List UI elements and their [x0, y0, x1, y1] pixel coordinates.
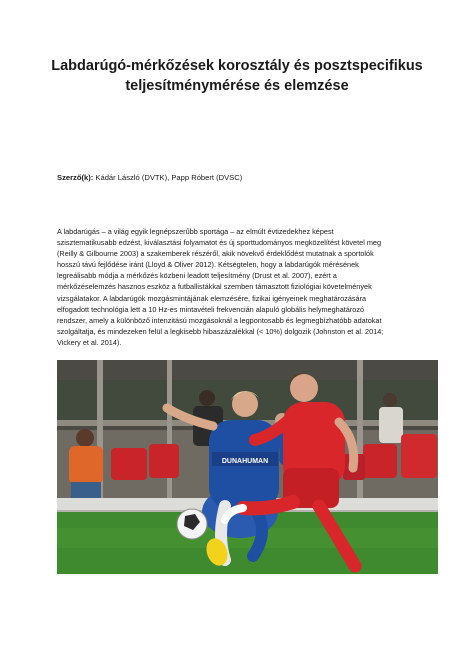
body-line: A labdarúgás – a világ egyik legnépszerűbb sportága – az elmúlt évtizedekhez képest — [57, 227, 334, 236]
body-line: (Reilly & Gilbourne 2003) a szakemberek részéről, akik növekvő érdeklődést mutatnak a sportolók — [57, 249, 374, 259]
author-names: Kádár László (DVTK), Papp Róbert (DVSC) — [93, 173, 243, 182]
author-label: Szerző(k): — [57, 173, 94, 182]
author-line — [57, 173, 242, 183]
body-line: legreálisabb módja a mérkőzés közbeni leadott teljesítmény (Drust et al. 2007), ezért a — [57, 271, 337, 281]
jersey-text: DUNAHUMAN — [221, 458, 269, 465]
title-line: teljesítménymérése és elemzése — [125, 78, 349, 94]
body-line: mérkőzéselemzés hasznos eszköz a futballistákkal szemben támasztott fiziológiai követelmények — [57, 282, 372, 292]
body-line: elfogadott technológia lett a 10 Hz-es mintavételi frekvencián alapuló globális helymeghatározó — [57, 304, 365, 314]
body-line: rendszer, amely a különböző intenzitású mozgásoknál a legpontosabb és legmegbízhatóbb adatokat — [57, 315, 382, 325]
document-title — [40, 56, 434, 96]
body-line: szisztematikusabb edzést, kiválasztási folyamatot és új sporttudományos megközelítést követel meg — [57, 238, 382, 248]
body-line: vizsgálatakor. A labdarúgók mozgásmintájának elemzésére, fizikai igényeinek meghatározására — [57, 293, 367, 303]
body-line: szolgáltatja, és mindezeken felül a legkisebb hibaszázalékkal (< 10%) dolgozik (Johnston et al. 2014; — [57, 326, 384, 336]
title-line: Labdarúgó-mérkőzések korosztály és posztspecifikus — [51, 58, 423, 74]
body-line: Vickery et al. 2014). — [57, 337, 122, 347]
football-match-photo — [57, 360, 438, 574]
body-line: hosszú távú fejlődése iránt (Lloyd & Oliver 2012). Kétségtelen, hogy a labdarúgók mérésének — [57, 260, 359, 270]
body-paragraph — [57, 226, 437, 348]
